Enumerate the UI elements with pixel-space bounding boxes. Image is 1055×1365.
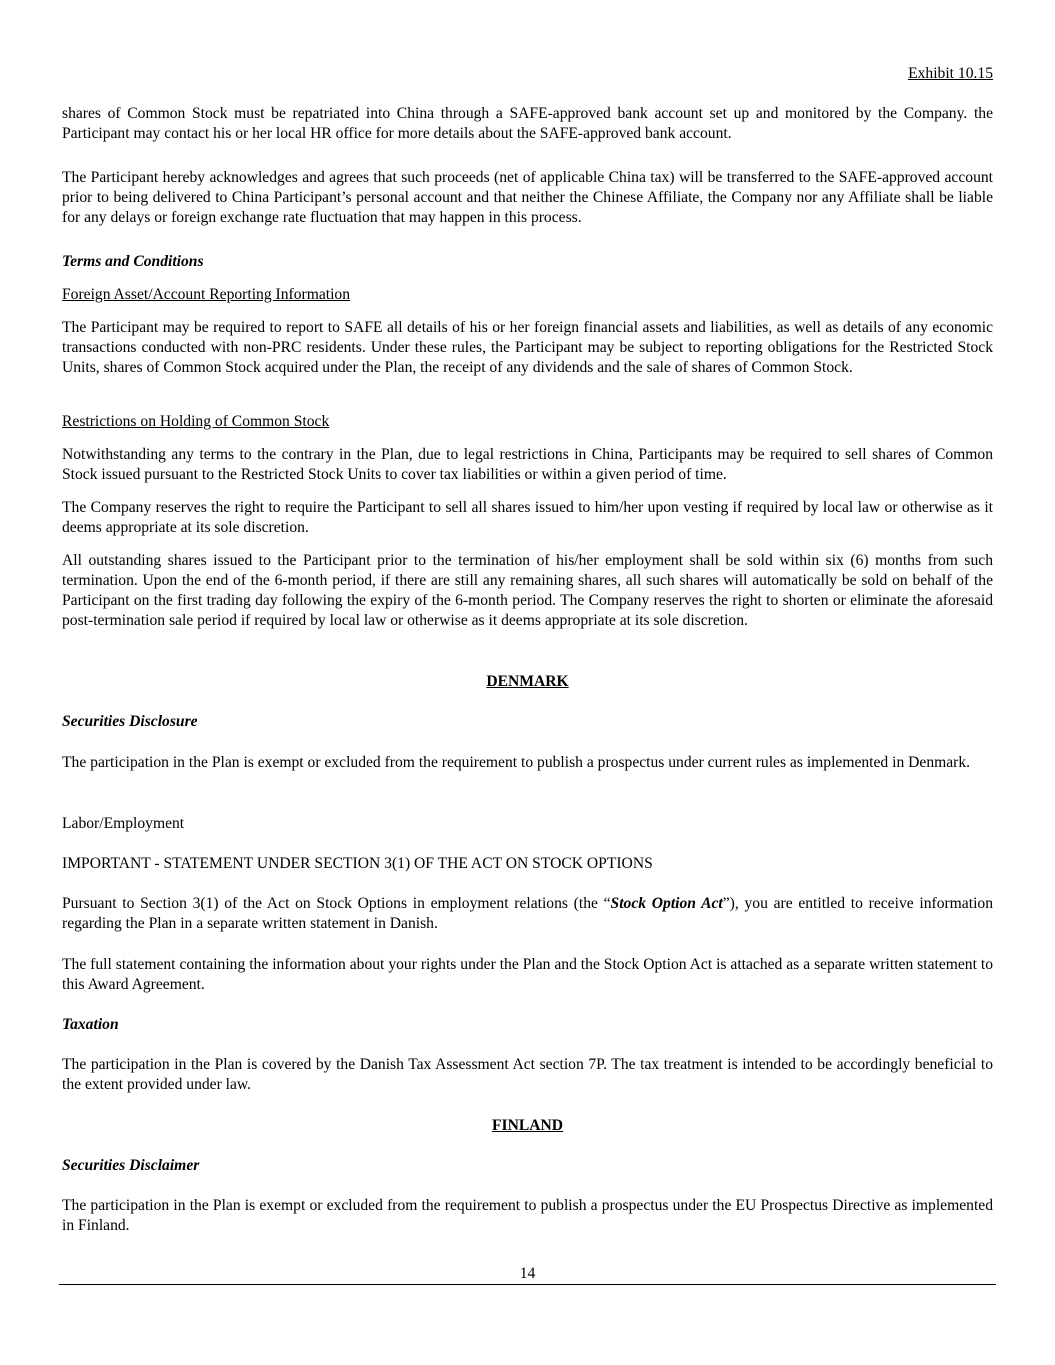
denmark-heading <box>62 672 993 692</box>
stock-option-act-term: Stock Option Act <box>610 895 723 912</box>
exhibit-label: Exhibit 10.15 <box>908 65 993 82</box>
denmark-paragraph-3: The full statement containing the information about your rights under the Plan and the Stock Option Act is attached as a separate written statement to this Award Agreement. <box>62 956 993 993</box>
finland-paragraph-1: The participation in the Plan is exempt or excluded from the requirement to publish a prospectus under the EU Prospectus Directive as implemented in Finland. <box>62 1197 993 1234</box>
denmark-securities-heading: Securities Disclosure <box>62 713 198 730</box>
china-paragraph-6: All outstanding shares issued to the Participant prior to the termination of his/her employment shall be sold within six (6) months from such termination. Upon the end of the 6-month period, if there are still any remaining shares, all such shares will automatically be sold on behalf of the Participant on the first trading day following the expiry of the 6-month period. The Company reserves the right to shorten or eliminate the aforesaid post-termination sale period if required by local law or otherwise as it deems appropriate at its sole discretion. <box>62 552 993 629</box>
denmark-p2-before: Pursuant to Section 3(1) of the Act on Stock Options in employment relations (the “ <box>62 895 611 912</box>
finland-heading <box>62 1116 993 1136</box>
denmark-paragraph-4: The participation in the Plan is covered by the Danish Tax Assessment Act section 7P. The tax treatment is intended to be accordingly beneficial to the extent provided under law. <box>62 1056 993 1093</box>
labor-employment-label: Labor/Employment <box>62 815 185 832</box>
china-paragraph-3: The Participant may be required to report to SAFE all details of his or her foreign financial assets and liabilities, as well as details of any economic transactions conducted with non-PRC residents. Under these rules, the Participant may be subject to reporting obligations for the Restricted Stock Units, shares of Common Stock acquired under the Plan, the receipt of any dividends and the sale of shares of Common Stock. <box>62 319 993 376</box>
china-paragraph-1: shares of Common Stock must be repatriated into China through a SAFE-approved bank account set up and monitored by the Company. the Participant may contact his or her local HR office for more details about the SAFE-approved bank account. <box>62 105 993 142</box>
china-paragraph-4: Notwithstanding any terms to the contrary in the Plan, due to legal restrictions in China, Participants may be required to sell shares of Common Stock issued pursuant to the Restricted Stock Units to cover tax liabilities or within a given period of time. <box>62 446 993 483</box>
denmark-paragraph-2 <box>62 894 993 934</box>
denmark-heading-text: DENMARK <box>486 673 569 690</box>
terms-conditions-heading: Terms and Conditions <box>62 253 204 270</box>
footer-divider <box>59 1284 996 1285</box>
china-paragraph-2: The Participant hereby acknowledges and agrees that such proceeds (net of applicable China tax) will be transferred to the SAFE-approved account prior to being delivered to China Participant’s personal account and that neither the Chinese Affiliate, the Company nor any Affiliate shall be liable for any delays or foreign exchange rate fluctuation that may happen in this process. <box>62 169 993 226</box>
denmark-p2-after: ”), you are entitled to receive information regarding the Plan in a separate written statement in Danish. <box>62 895 993 932</box>
important-statement: IMPORTANT - STATEMENT UNDER SECTION 3(1) OF THE ACT ON STOCK OPTIONS <box>62 855 653 872</box>
finland-securities-heading: Securities Disclaimer <box>62 1157 200 1174</box>
restrictions-heading: Restrictions on Holding of Common Stock <box>62 413 330 430</box>
page-number: 14 <box>519 1265 536 1282</box>
foreign-asset-heading: Foreign Asset/Account Reporting Information <box>62 286 351 303</box>
china-paragraph-5: The Company reserves the right to require the Participant to sell all shares issued to him/her upon vesting if required by local law or otherwise as it deems appropriate at its sole discretion. <box>62 499 993 536</box>
finland-heading-text: FINLAND <box>491 1117 564 1134</box>
taxation-heading: Taxation <box>62 1016 119 1033</box>
denmark-paragraph-1: The participation in the Plan is exempt or excluded from the requirement to publish a prospectus under current rules as implemented in Denmark. <box>62 754 971 771</box>
